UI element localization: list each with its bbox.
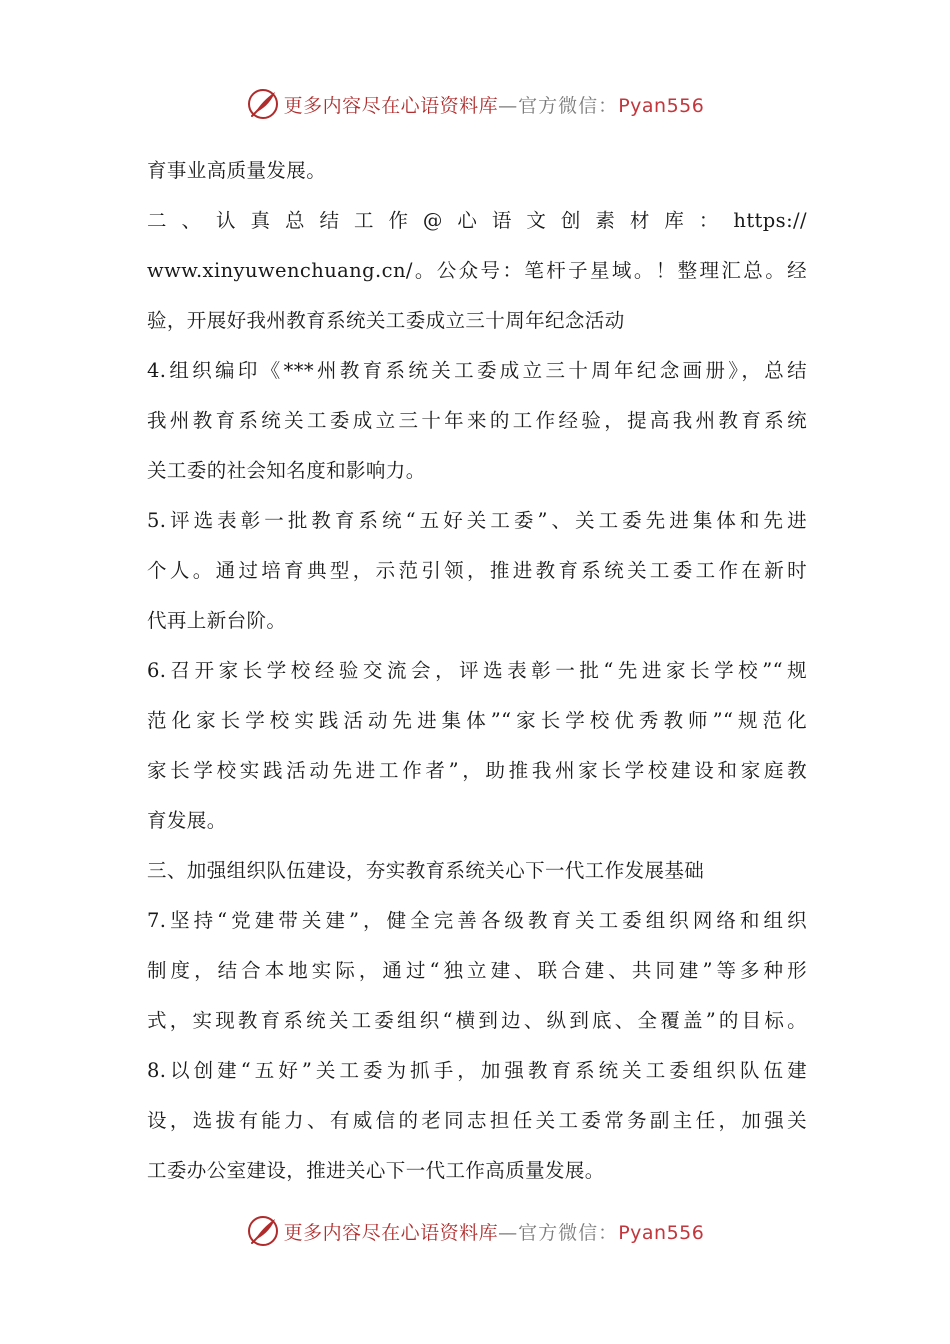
section-heading-2: 二、认真总结工作@心语文创素材库：https:// bbox=[147, 209, 807, 232]
text-line: 我州教育系统关工委成立三十年来的工作经验，提高我州教育系统 bbox=[147, 409, 807, 432]
watermark-brand: 更多内容尽在心语资料库 bbox=[283, 94, 499, 117]
text-line: 制度，结合本地实际，通过“独立建、联合建、共同建”等多种形 bbox=[147, 959, 807, 982]
item-7: 7.坚持“党建带关建”，健全完善各级教育关工委组织网络和组织 bbox=[147, 909, 807, 932]
text-line: 育事业高质量发展。 bbox=[147, 159, 327, 182]
text-line: 关工委的社会知名度和影响力。 bbox=[147, 459, 426, 482]
text-line: 验，开展好我州教育系统关工委成立三十周年纪念活动 bbox=[147, 309, 625, 332]
watermark-official: 官方微信： bbox=[518, 1221, 619, 1244]
footer-watermark bbox=[0, 1211, 950, 1251]
watermark-brand: 更多内容尽在心语资料库 bbox=[283, 1221, 499, 1244]
text-line: 育发展。 bbox=[147, 809, 227, 832]
watermark-wechat: Pyan556 bbox=[618, 1221, 705, 1244]
item-8: 8.以创建“五好”关工委为抓手，加强教育系统关工委组织队伍建 bbox=[147, 1059, 807, 1082]
text-line: 设，选拔有能力、有威信的老同志担任关工委常务副主任，加强关 bbox=[147, 1109, 807, 1132]
item-5: 5.评选表彰一批教育系统“五好关工委”、关工委先进集体和先进 bbox=[147, 509, 807, 532]
text-line: 工委办公室建设，推进关心下一代工作高质量发展。 bbox=[147, 1159, 605, 1182]
quill-pen-icon bbox=[246, 87, 280, 121]
watermark-text bbox=[284, 1218, 705, 1245]
text-line: 个人。通过培育典型，示范引领，推进教育系统关工委工作在新时 bbox=[147, 559, 807, 582]
item-4: 4.组织编印《***州教育系统关工委成立三十周年纪念画册》，总结 bbox=[147, 359, 807, 382]
watermark-text bbox=[284, 91, 705, 118]
watermark-dash: — bbox=[498, 94, 519, 117]
section-heading-3: 三、加强组织队伍建设，夯实教育系统关心下一代工作发展基础 bbox=[147, 859, 705, 882]
text-line: www.xinyuwenchuang.cn/。公众号：笔杆子星域。！整理汇总。经 bbox=[147, 259, 807, 282]
text-line: 范化家长学校实践活动先进集体”“家长学校优秀教师”“规范化 bbox=[147, 709, 807, 732]
text-line: 代再上新台阶。 bbox=[147, 609, 287, 632]
document-body bbox=[147, 146, 807, 1196]
quill-pen-icon bbox=[246, 1214, 280, 1248]
watermark-wechat: Pyan556 bbox=[618, 94, 705, 117]
text-line: 家长学校实践活动先进工作者”，助推我州家长学校建设和家庭教 bbox=[147, 759, 807, 782]
watermark-official: 官方微信： bbox=[518, 94, 619, 117]
watermark-dash: — bbox=[498, 1221, 519, 1244]
item-6: 6.召开家长学校经验交流会，评选表彰一批“先进家长学校”“规 bbox=[147, 659, 807, 682]
header-watermark bbox=[0, 84, 950, 124]
text-line: 式，实现教育系统关工委组织“横到边、纵到底、全覆盖”的目标。 bbox=[147, 1009, 807, 1032]
